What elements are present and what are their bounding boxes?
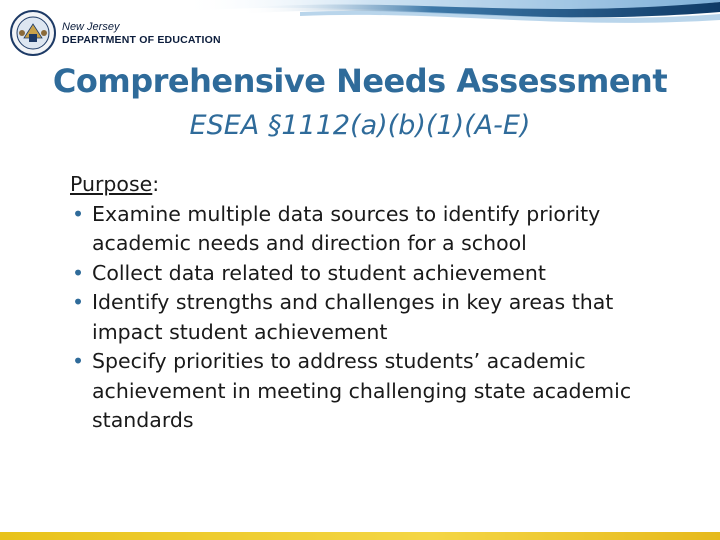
bullet-icon: • [72, 260, 85, 285]
list-item [70, 347, 690, 436]
purpose-heading [70, 170, 690, 200]
footer-accent-bar [0, 532, 720, 540]
bullet-icon: • [72, 201, 85, 226]
slide-title: Comprehensive Needs Assessment [52, 62, 668, 100]
bullet-text: Examine multiple data sources to identify priority academic needs and direction for a school [92, 201, 601, 255]
list-item [70, 288, 690, 347]
bullet-icon: • [72, 349, 85, 373]
bullet-text: Collect data related to student achievement [92, 260, 546, 285]
list-item [70, 200, 690, 259]
purpose-bullet-list [70, 200, 690, 436]
purpose-colon: : [152, 172, 160, 196]
slide-subtitle: ESEA §1112(a)(b)(1)(A-E) [189, 110, 531, 141]
agency-name [62, 21, 221, 47]
list-item [70, 259, 690, 289]
bullet-text: Specify priorities to address students’ academic achievement in meeting challenging state academic standards [92, 349, 632, 432]
nj-state-seal-icon [10, 10, 56, 56]
slide-body [70, 170, 690, 436]
agency-state: New Jersey [62, 21, 120, 33]
purpose-label: Purpose [70, 172, 153, 196]
agency-department: DEPARTMENT OF EDUCATION [62, 34, 221, 46]
bullet-icon: • [72, 290, 85, 314]
bullet-text: Identify strengths and challenges in key areas that impact student achievement [92, 290, 614, 344]
